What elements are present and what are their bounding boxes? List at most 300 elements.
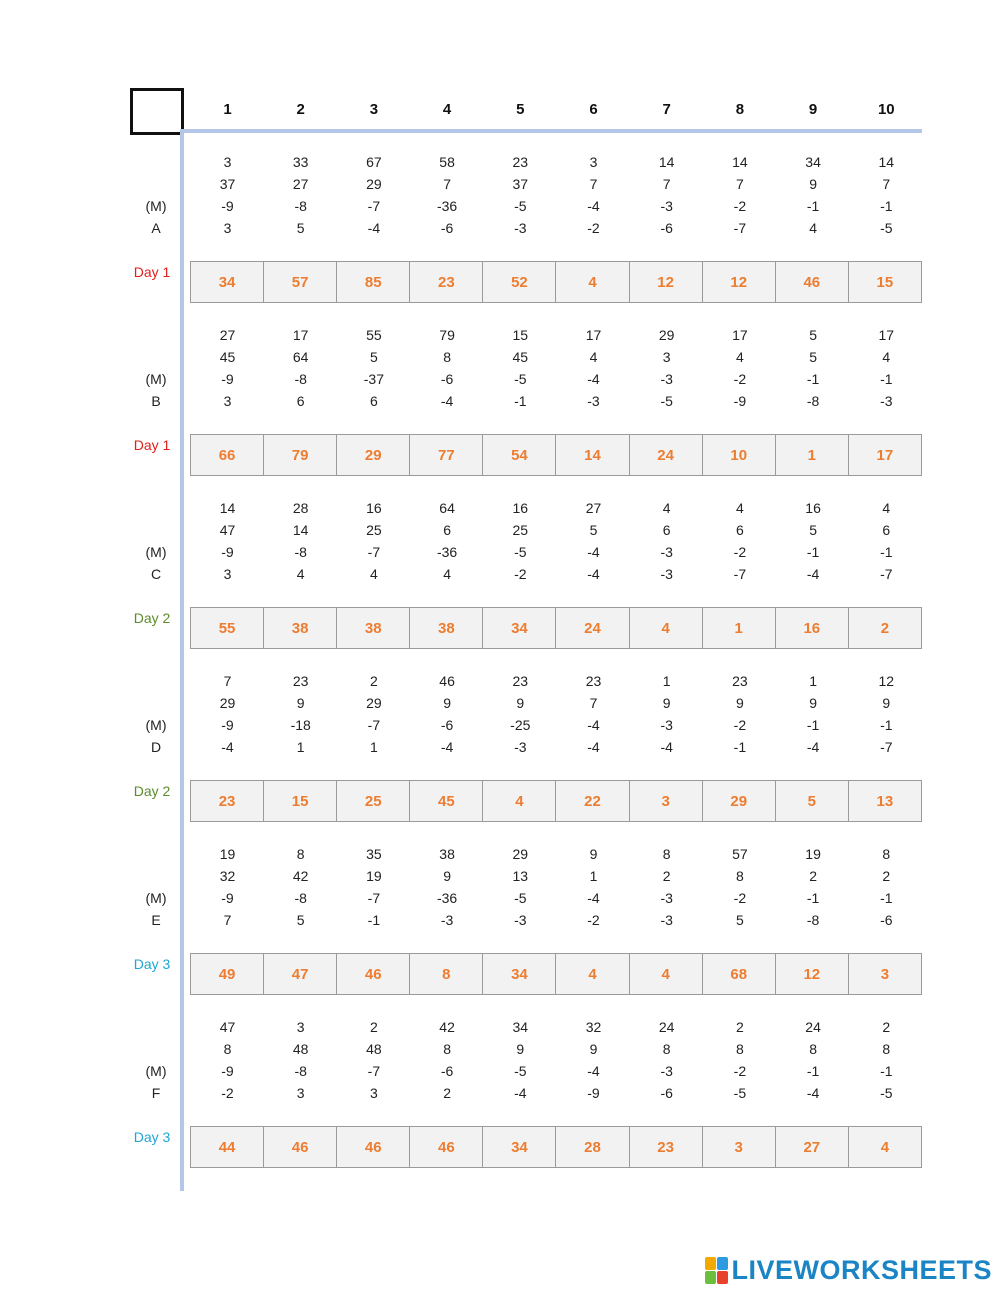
- answer-cell[interactable]: 4: [880, 1138, 890, 1156]
- operand-value: -2: [733, 198, 747, 214]
- operand-value: -8: [294, 1063, 307, 1079]
- answer-cell[interactable]: 25: [337, 781, 410, 821]
- operand-value: -7: [367, 717, 381, 733]
- operand-value: 6: [443, 522, 451, 538]
- row-label: (M): [145, 1063, 167, 1079]
- answer-cell[interactable]: 68: [703, 954, 776, 994]
- corner-box: [130, 88, 184, 135]
- operand-value: 37: [512, 176, 529, 192]
- column-header: 6: [589, 101, 598, 118]
- column-header: 9: [808, 101, 818, 118]
- operand-value: 45: [219, 349, 236, 365]
- answer-cell[interactable]: 57: [264, 262, 337, 302]
- operand-value: -4: [440, 393, 454, 409]
- operand-value: 2: [369, 1019, 378, 1035]
- operand-value: -36: [436, 198, 458, 214]
- operand-value: 9: [809, 176, 817, 192]
- row-label: (M): [145, 717, 167, 733]
- answer-row: [190, 607, 922, 649]
- operand-value: -5: [514, 198, 527, 214]
- operand-value: -4: [806, 1085, 820, 1101]
- operand-value: 9: [809, 695, 817, 711]
- logo-badge-tile: [705, 1271, 716, 1284]
- operand-value: 5: [369, 349, 378, 365]
- operand-value: 17: [585, 327, 602, 343]
- answer-cell[interactable]: 34: [483, 954, 556, 994]
- operand-value: 8: [882, 846, 891, 862]
- answer-cell[interactable]: 17: [876, 446, 894, 464]
- answer-row: [190, 780, 922, 822]
- day-label: Day 1: [133, 437, 171, 453]
- operand-value: 8: [443, 349, 451, 365]
- answer-cell[interactable]: 4: [630, 608, 703, 648]
- answer-cell[interactable]: 4: [556, 262, 629, 302]
- column-header: 7: [662, 101, 671, 118]
- operand-value: 4: [589, 349, 598, 365]
- logo-badge-tile: [717, 1271, 728, 1284]
- operand-value: 1: [296, 739, 305, 755]
- operand-value: 9: [516, 695, 525, 711]
- answer-cell[interactable]: 3: [630, 781, 703, 821]
- operand-value: 14: [878, 154, 895, 170]
- row-label: (M): [145, 544, 167, 560]
- operand-value: -3: [514, 912, 527, 928]
- operand-value: -4: [587, 890, 600, 906]
- operand-value: -2: [733, 371, 747, 387]
- operand-value: -8: [294, 890, 307, 906]
- column-header: 1: [223, 101, 232, 118]
- operand-value: 47: [219, 522, 236, 538]
- operand-value: -1: [880, 717, 893, 733]
- operand-value: 2: [662, 868, 671, 884]
- operand-value: 29: [219, 695, 236, 711]
- operand-value: -3: [660, 717, 673, 733]
- operand-value: -8: [294, 544, 307, 560]
- operand-value: 19: [805, 846, 821, 862]
- operand-value: -18: [290, 717, 311, 733]
- operand-value: -7: [880, 739, 893, 755]
- operand-value: 4: [296, 566, 305, 582]
- operand-value: 34: [512, 1019, 529, 1035]
- operand-value: -1: [733, 739, 747, 755]
- operand-value: -5: [514, 544, 527, 560]
- operand-value: 4: [369, 566, 378, 582]
- operand-value: 1: [369, 739, 378, 755]
- operand-value: -5: [880, 1085, 893, 1101]
- answer-cell[interactable]: 52: [483, 262, 556, 302]
- operand-value: 14: [219, 500, 236, 516]
- operand-value: 27: [219, 327, 236, 343]
- operand-value: 16: [366, 500, 382, 516]
- operand-value: 2: [443, 1085, 451, 1101]
- answer-cell[interactable]: 29: [337, 435, 410, 475]
- operand-value: 4: [443, 566, 451, 582]
- operand-value: -25: [510, 717, 531, 733]
- answer-cell[interactable]: 66: [191, 435, 264, 475]
- operand-value: 25: [366, 522, 382, 538]
- operand-value: -4: [367, 220, 381, 236]
- operand-value: 6: [296, 393, 305, 409]
- operand-value: -8: [294, 198, 307, 214]
- operand-value: -7: [733, 220, 747, 236]
- operand-value: -4: [587, 739, 600, 755]
- operand-value: 5: [296, 220, 305, 236]
- operand-value: 2: [882, 1019, 891, 1035]
- answer-cell[interactable]: 49: [191, 954, 264, 994]
- operand-value: 9: [296, 695, 305, 711]
- operand-value: -6: [440, 1063, 454, 1079]
- operand-value: 23: [512, 154, 529, 170]
- operand-value: -6: [440, 717, 454, 733]
- operand-value: 3: [296, 1085, 305, 1101]
- operand-value: 13: [512, 868, 529, 884]
- answer-cell[interactable]: 24: [630, 435, 703, 475]
- operand-value: 9: [662, 695, 671, 711]
- operand-value: 48: [366, 1041, 382, 1057]
- operand-value: -2: [733, 717, 747, 733]
- answer-cell[interactable]: 14: [556, 435, 629, 475]
- operand-value: 5: [296, 912, 305, 928]
- operand-value: -1: [806, 198, 820, 214]
- operand-value: -5: [880, 220, 893, 236]
- answer-cell[interactable]: 46: [410, 1127, 483, 1167]
- operand-value: 67: [366, 154, 382, 170]
- answer-cell[interactable]: 23: [410, 262, 483, 302]
- operand-value: -3: [440, 912, 454, 928]
- answer-cell[interactable]: 4: [630, 954, 703, 994]
- answer-cell[interactable]: 23: [630, 1127, 703, 1167]
- operand-value: -2: [221, 1085, 234, 1101]
- operand-value: -2: [514, 566, 527, 582]
- operand-value: 29: [366, 695, 382, 711]
- answer-cell[interactable]: 12: [630, 262, 703, 302]
- row-label: (M): [145, 371, 167, 387]
- answer-cell[interactable]: 8: [410, 954, 483, 994]
- operand-value: 9: [443, 868, 451, 884]
- operand-value: 34: [805, 154, 821, 170]
- answer-cell[interactable]: 12: [703, 262, 776, 302]
- answer-cell[interactable]: 27: [776, 1127, 849, 1167]
- operand-value: -1: [880, 890, 893, 906]
- operand-value: -3: [587, 393, 600, 409]
- column-header: 5: [516, 101, 525, 118]
- operand-value: -3: [660, 566, 673, 582]
- operand-value: -7: [880, 566, 893, 582]
- operand-value: -36: [436, 890, 458, 906]
- operand-value: 3: [223, 220, 232, 236]
- operand-value: -9: [221, 890, 234, 906]
- operand-value: -2: [733, 1063, 747, 1079]
- operand-value: 8: [662, 846, 671, 862]
- operand-value: -1: [806, 1063, 820, 1079]
- operand-value: 1: [589, 868, 598, 884]
- day-label: Day 2: [133, 783, 171, 799]
- operand-value: -9: [221, 1063, 234, 1079]
- operand-value: -1: [806, 544, 820, 560]
- answer-cell[interactable]: 28: [556, 1127, 629, 1167]
- operand-value: -3: [880, 393, 893, 409]
- answer-cell[interactable]: 85: [337, 262, 410, 302]
- operand-value: 7: [223, 673, 232, 689]
- operand-value: 5: [809, 522, 817, 538]
- answer-cell[interactable]: 79: [264, 435, 337, 475]
- operand-value: -4: [806, 566, 820, 582]
- operand-value: -4: [587, 198, 600, 214]
- operand-value: 7: [662, 176, 671, 192]
- answer-cell[interactable]: 5: [776, 781, 849, 821]
- operand-value: 24: [805, 1019, 821, 1035]
- operand-value: -1: [806, 371, 820, 387]
- answer-cell[interactable]: 4: [556, 954, 629, 994]
- operand-value: 7: [443, 176, 451, 192]
- answer-cell[interactable]: 38: [337, 608, 410, 648]
- answer-cell[interactable]: 15: [264, 781, 337, 821]
- answer-cell[interactable]: 29: [703, 781, 776, 821]
- answer-cell[interactable]: 22: [556, 781, 629, 821]
- operand-value: 33: [292, 154, 309, 170]
- answer-cell[interactable]: 34: [483, 608, 556, 648]
- answer-cell[interactable]: 46: [776, 262, 849, 302]
- operand-value: 8: [809, 1041, 817, 1057]
- operand-value: 4: [882, 500, 891, 516]
- operand-value: 1: [662, 673, 671, 689]
- operand-value: 6: [662, 522, 671, 538]
- answer-cell[interactable]: 54: [483, 435, 556, 475]
- operand-value: -4: [587, 566, 600, 582]
- operand-value: 38: [439, 846, 455, 862]
- operand-value: 2: [735, 1019, 744, 1035]
- operand-value: 24: [658, 1019, 675, 1035]
- operand-value: 19: [219, 846, 236, 862]
- operand-value: -37: [363, 371, 384, 387]
- answer-cell[interactable]: 47: [264, 954, 337, 994]
- header-divider: [180, 129, 922, 133]
- operand-value: -9: [221, 717, 234, 733]
- operand-value: -3: [660, 544, 673, 560]
- liveworksheets-logo: [705, 1256, 992, 1284]
- row-label: E: [151, 912, 161, 928]
- day-label: Day 3: [133, 956, 171, 972]
- answer-row: [190, 261, 922, 303]
- operand-value: 23: [585, 673, 602, 689]
- operand-value: 64: [439, 500, 455, 516]
- operand-value: 12: [878, 673, 895, 689]
- answer-row: [190, 434, 922, 476]
- operand-value: 37: [219, 176, 236, 192]
- logo-text: LIVEWORKSHEETS: [731, 1254, 992, 1285]
- operand-value: 4: [882, 349, 891, 365]
- operand-value: 79: [439, 327, 455, 343]
- operand-value: 42: [292, 868, 309, 884]
- operand-value: -1: [514, 393, 527, 409]
- row-label: C: [150, 566, 162, 582]
- operand-value: -1: [880, 371, 893, 387]
- answer-cell[interactable]: 1: [776, 435, 849, 475]
- operand-value: -3: [660, 1063, 673, 1079]
- operand-value: -4: [587, 1063, 600, 1079]
- operand-value: -1: [806, 717, 820, 733]
- operand-value: 23: [732, 673, 748, 689]
- operand-value: 2: [369, 673, 378, 689]
- operand-value: -3: [660, 890, 673, 906]
- operand-value: 46: [439, 673, 455, 689]
- answer-cell[interactable]: 3: [880, 965, 890, 983]
- operand-value: 7: [223, 912, 232, 928]
- operand-value: -5: [514, 890, 527, 906]
- operand-value: -1: [880, 198, 893, 214]
- operand-value: 29: [512, 846, 529, 862]
- operand-value: 55: [366, 327, 382, 343]
- answer-row: [190, 953, 922, 995]
- operand-value: 25: [512, 522, 529, 538]
- label-divider: [180, 129, 184, 1191]
- operand-value: 6: [369, 393, 378, 409]
- answer-cell[interactable]: 24: [556, 608, 629, 648]
- answer-cell[interactable]: 16: [776, 608, 849, 648]
- operand-value: -1: [880, 1063, 893, 1079]
- operand-value: 14: [292, 522, 309, 538]
- answer-cell[interactable]: 38: [410, 608, 483, 648]
- answer-cell[interactable]: 10: [703, 435, 776, 475]
- logo-badge-tile: [717, 1257, 728, 1270]
- operand-value: 7: [882, 176, 891, 192]
- operand-value: 27: [585, 500, 602, 516]
- operand-value: 6: [735, 522, 744, 538]
- operand-value: 9: [882, 695, 891, 711]
- operand-value: 64: [292, 349, 309, 365]
- operand-value: 8: [735, 868, 744, 884]
- day-label: Day 3: [133, 1129, 171, 1145]
- operand-value: -9: [221, 371, 234, 387]
- operand-value: 8: [223, 1041, 232, 1057]
- operand-value: 3: [223, 154, 232, 170]
- operand-value: -2: [587, 912, 600, 928]
- day-label: Day 1: [133, 264, 171, 280]
- operand-value: 4: [735, 349, 744, 365]
- operand-value: -9: [733, 393, 747, 409]
- answer-cell[interactable]: 46: [337, 954, 410, 994]
- answer-cell[interactable]: 1: [703, 608, 776, 648]
- operand-value: 4: [735, 500, 744, 516]
- operand-value: -9: [221, 198, 234, 214]
- operand-value: -36: [436, 544, 458, 560]
- operand-value: 3: [223, 393, 232, 409]
- operand-value: 3: [589, 154, 598, 170]
- operand-value: -4: [221, 739, 234, 755]
- answer-cell[interactable]: 13: [876, 792, 894, 810]
- answer-cell[interactable]: 46: [264, 1127, 337, 1167]
- operand-value: 14: [658, 154, 675, 170]
- answer-cell[interactable]: 34: [483, 1127, 556, 1167]
- operand-value: 35: [366, 846, 382, 862]
- operand-value: 9: [735, 695, 744, 711]
- operand-value: -9: [587, 1085, 600, 1101]
- answer-cell[interactable]: 77: [410, 435, 483, 475]
- answer-cell[interactable]: 55: [191, 608, 264, 648]
- operand-value: 1: [809, 673, 817, 689]
- operand-value: 17: [732, 327, 748, 343]
- operand-value: -4: [806, 739, 820, 755]
- row-label: (M): [145, 198, 167, 214]
- operand-value: -5: [660, 393, 673, 409]
- operand-value: 27: [292, 176, 309, 192]
- operand-value: 2: [809, 868, 817, 884]
- operand-value: -4: [587, 717, 600, 733]
- operand-value: 9: [589, 1041, 598, 1057]
- operand-value: 3: [296, 1019, 305, 1035]
- operand-value: -6: [440, 371, 454, 387]
- operand-value: 9: [589, 846, 598, 862]
- operand-value: -4: [587, 544, 600, 560]
- operand-value: 47: [219, 1019, 236, 1035]
- answer-cell[interactable]: 15: [876, 273, 894, 291]
- operand-value: 23: [512, 673, 529, 689]
- operand-value: 2: [882, 868, 891, 884]
- operand-value: -2: [733, 544, 747, 560]
- operand-value: 17: [878, 327, 895, 343]
- answer-cell[interactable]: 23: [191, 781, 264, 821]
- column-header: 8: [735, 101, 745, 118]
- operand-value: 3: [662, 349, 671, 365]
- row-label: (M): [145, 890, 167, 906]
- operand-value: -8: [806, 393, 820, 409]
- operand-value: 28: [292, 500, 309, 516]
- operand-value: -3: [514, 220, 527, 236]
- answer-cell[interactable]: 12: [776, 954, 849, 994]
- answer-row: [190, 1126, 922, 1168]
- operand-value: -3: [514, 739, 527, 755]
- operand-value: 8: [443, 1041, 451, 1057]
- column-header: 2: [296, 101, 305, 118]
- operand-value: 16: [805, 500, 821, 516]
- operand-value: -2: [587, 220, 600, 236]
- answer-cell[interactable]: 44: [191, 1127, 264, 1167]
- operand-value: -4: [514, 1085, 527, 1101]
- operand-value: 3: [223, 566, 232, 582]
- operand-value: -4: [587, 371, 600, 387]
- operand-value: 15: [512, 327, 529, 343]
- operand-value: 8: [662, 1041, 671, 1057]
- column-header: 10: [877, 101, 895, 118]
- operand-value: 48: [292, 1041, 309, 1057]
- operand-value: -4: [660, 739, 673, 755]
- operand-value: 45: [512, 349, 529, 365]
- operand-value: 8: [296, 846, 305, 862]
- operand-value: -5: [514, 371, 527, 387]
- answer-cell[interactable]: 4: [483, 781, 556, 821]
- row-label: F: [151, 1085, 161, 1101]
- answer-cell[interactable]: 45: [410, 781, 483, 821]
- operand-value: 57: [732, 846, 748, 862]
- operand-value: -6: [440, 220, 454, 236]
- operand-value: 9: [443, 695, 451, 711]
- operand-value: 29: [366, 176, 382, 192]
- operand-value: -7: [367, 198, 381, 214]
- operand-value: 32: [219, 868, 236, 884]
- operand-value: 32: [585, 1019, 602, 1035]
- answer-cell[interactable]: 2: [880, 619, 890, 637]
- column-header: 3: [369, 101, 379, 118]
- answer-cell[interactable]: 3: [703, 1127, 776, 1167]
- operand-value: -2: [733, 890, 747, 906]
- answer-cell[interactable]: 34: [191, 262, 264, 302]
- answer-cell[interactable]: 38: [264, 608, 337, 648]
- operand-value: -1: [806, 890, 820, 906]
- operand-value: -3: [660, 912, 673, 928]
- answer-cell[interactable]: 46: [337, 1127, 410, 1167]
- operand-value: 6: [882, 522, 891, 538]
- operand-value: -5: [514, 1063, 527, 1079]
